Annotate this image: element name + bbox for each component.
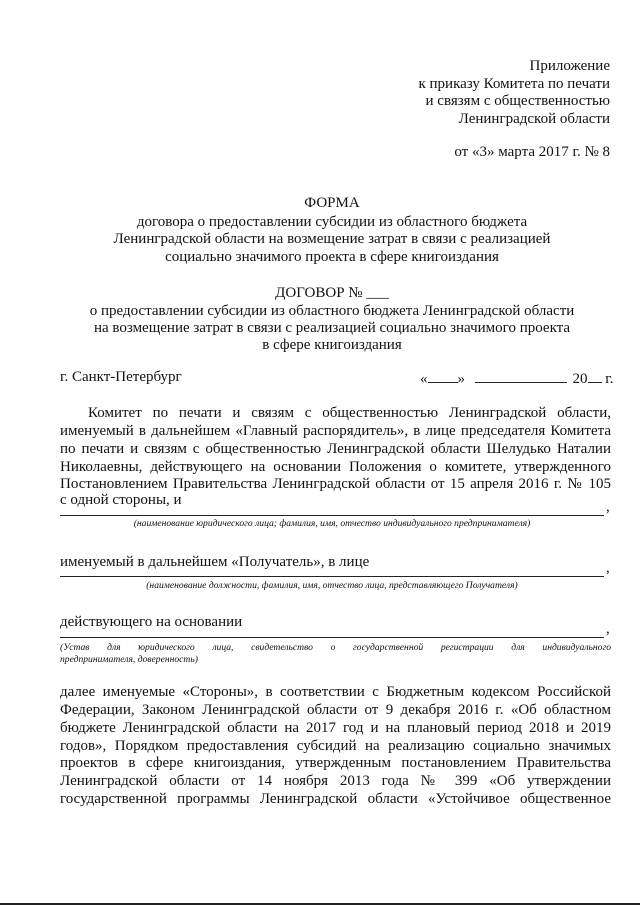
- month-blank: [475, 368, 567, 383]
- basis-text: действующего на основании: [60, 614, 243, 630]
- intro-line-3: по печати и связям с общественностью Ленинградской области Шелудько Наталии: [60, 441, 611, 457]
- form-line-2: Ленинградской области на возмещение затрат в связи с реализацией: [113, 231, 551, 247]
- year-suffix: г.: [601, 371, 614, 387]
- basis-comma: ,: [606, 621, 610, 637]
- basis-line[interactable]: [60, 637, 604, 638]
- body-line-2: Федерации, Законом Ленинградской области от 9 декабря 2016 г. «Об областном: [60, 702, 611, 718]
- contract-title: ДОГОВОР № ___: [275, 285, 389, 301]
- appendix-line-3: и связям с общественностью: [425, 93, 610, 109]
- form-line-1: договора о предоставлении субсидии из областного бюджета: [136, 214, 528, 230]
- appendix-line-1: Приложение: [529, 58, 610, 74]
- body-line-3: бюджете Ленинградской области на 2017 год и на плановый период 2018 и 2019: [60, 720, 611, 736]
- representative-caption: (наименование должности, фамилия, имя, отчество лица, представляющего Получателя): [146, 580, 518, 591]
- intro-line-5: Постановлением Правительства Ленинградской области от 15 апреля 2016 г. № 105: [60, 476, 611, 492]
- date-close-quote: »: [457, 371, 465, 387]
- entity-comma: ,: [606, 499, 610, 515]
- year-prefix: 20: [572, 371, 588, 387]
- representative-comma: ,: [606, 560, 610, 576]
- representative-line[interactable]: [60, 576, 604, 577]
- body-line-6: Ленинградской области от 14 ноября 2013 года № 399 «Об утверждении: [60, 773, 611, 789]
- body-line-7: государственной программы Ленинградской области «Устойчивое общественное: [60, 791, 611, 807]
- body-line-1: далее именуемые «Стороны», в соответствии с Бюджетным кодексом Российской: [60, 684, 611, 700]
- body-line-5: проектов в сфере книгоиздания, утвержденным постановлением Правительства: [60, 755, 611, 771]
- year-blank: [588, 368, 602, 383]
- appendix-date: от «3» марта 2017 г. № 8: [454, 144, 610, 160]
- intro-line-1: Комитет по печати и связям с общественностью Ленинградской области,: [88, 405, 611, 421]
- intro-line-4: Николаевны, действующего на основании Положения о комитете, утвержденного: [60, 459, 611, 475]
- body-line-4: годов», Порядком предоставления субсидий на реализацию социально значимых: [60, 738, 611, 754]
- intro-line-6: с одной стороны, и: [60, 492, 182, 508]
- contract-line-1: о предоставлении субсидии из областного бюджета Ленинградской области: [89, 303, 575, 319]
- intro-line-2: именуемый в дальнейшем «Главный распорядитель», в лице председателя Комитета: [60, 423, 611, 439]
- date-fill: [420, 368, 613, 388]
- recipient-text: именуемый в дальнейшем «Получатель», в лице: [60, 554, 370, 570]
- date-open-quote: «: [420, 371, 428, 387]
- city-label: г. Санкт-Петербург: [60, 369, 182, 385]
- form-title: ФОРМА: [304, 195, 360, 211]
- appendix-line-2: к приказу Комитета по печати: [418, 76, 610, 92]
- entity-name-line[interactable]: [60, 515, 604, 516]
- entity-caption: (наименование юридического лица; фамилия, имя, отчество индивидуального предпринимателя): [133, 518, 531, 529]
- form-line-3: социально значимого проекта в сфере книгоиздания: [165, 249, 499, 265]
- contract-line-2: на возмещение затрат в связи с реализацией социально значимого проекта: [93, 320, 571, 336]
- appendix-line-4: Ленинградской области: [458, 111, 610, 127]
- basis-caption-line-2: предпринимателя, доверенность): [60, 654, 198, 665]
- day-blank: [428, 368, 458, 383]
- contract-line-3: в сфере книгоиздания: [262, 337, 402, 353]
- basis-caption-line-1: (Устав для юридического лица, свидетельство о государственной регистрации для индивидуального: [60, 642, 611, 653]
